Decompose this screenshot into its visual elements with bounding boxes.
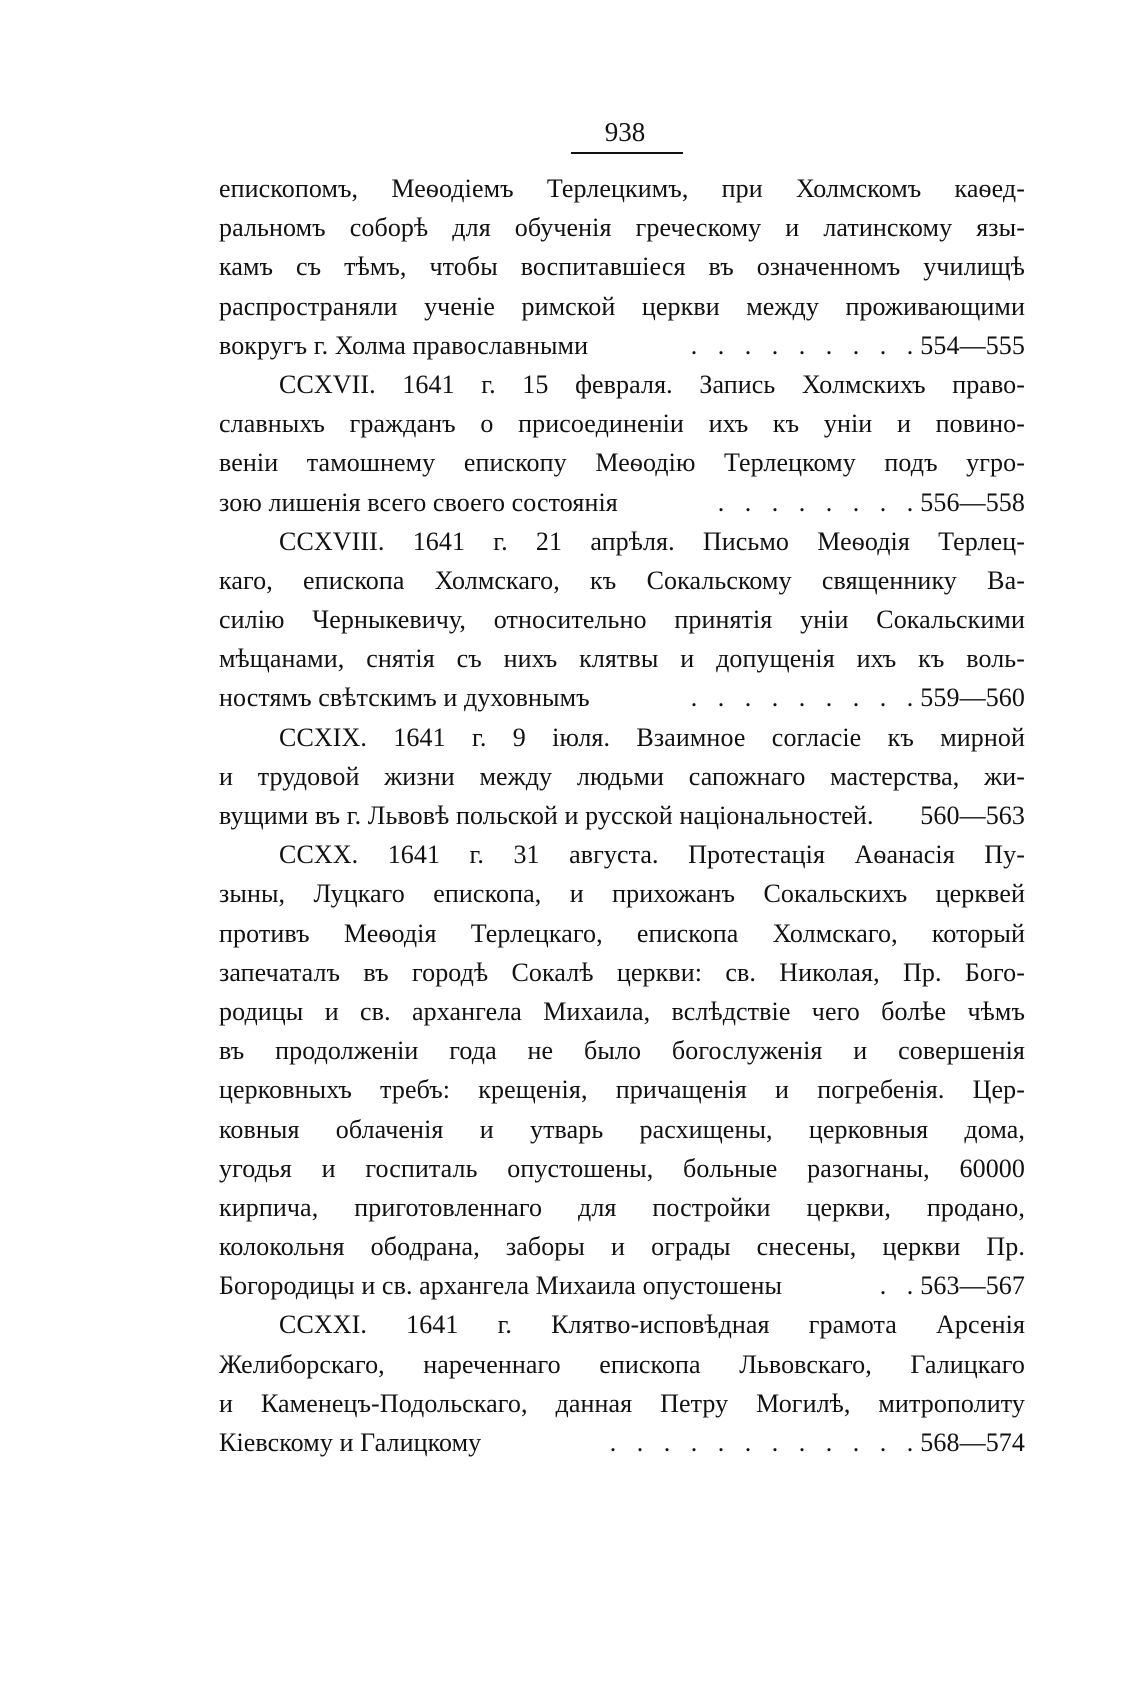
- page-range: 559—560: [920, 683, 1025, 713]
- leader-dots: . . . . . . . . . . . .: [609, 1428, 921, 1457]
- entry-last-line: [219, 1266, 1025, 1305]
- entry-line: и трудовой жизни между людьми сапожнаго мастерства, жи-: [219, 761, 1025, 791]
- entry-line: зыны, Луцкаго епископа, и прихожанъ Сокальскихъ церквей: [219, 879, 1025, 909]
- page-range: 556—558: [920, 487, 1025, 517]
- entry-text: вокругъ г. Холма православными: [219, 330, 589, 360]
- entry-line: ральномъ соборѣ для обученія греческому и латинскому язы-: [219, 213, 1025, 243]
- entry-text: вущими въ г. Львовѣ польской и русской національностей.: [219, 801, 874, 830]
- entry-line: веніи тамошнему епископу Меѳодію Терлецкому подъ угро-: [219, 448, 1025, 478]
- leader-dots: . . . . . . . . .: [690, 683, 921, 713]
- entry-last-line: [219, 1423, 1025, 1462]
- entry-text: Кіевскому и Галицкому: [219, 1428, 482, 1457]
- entry-last-line: [219, 483, 1025, 522]
- leader-dots: . . . . . . . . .: [690, 330, 921, 360]
- entry-line: CCXVII. 1641 г. 15 февраля. Запись Холмскихъ право-: [279, 369, 1025, 399]
- page-number-rule: [571, 152, 683, 154]
- entry-line: славныхъ гражданъ о присоединеніи ихъ къ уніи и повино-: [219, 409, 1025, 439]
- toc-entry-2: [219, 365, 1025, 522]
- entry-line: силію Черныкевичу, относительно принятія уніи Сокальскими: [219, 605, 1025, 635]
- page-range: 560—563: [920, 801, 1025, 830]
- entry-line: противъ Меѳодія Терлецкаго, епископа Холмскаго, который: [219, 918, 1025, 948]
- table-of-contents: [219, 169, 1025, 1462]
- entry-line: и Каменецъ-Подольскаго, данная Петру Могилѣ, митрополиту: [219, 1388, 1025, 1418]
- entry-line: ковныя облаченія и утварь расхищены, церковныя дома,: [219, 1114, 1025, 1144]
- entry-line: Желиборскаго, нареченнаго епископа Львовскаго, Галицкаго: [219, 1349, 1025, 1379]
- leader-dots: . . . . . . . .: [717, 487, 921, 517]
- toc-entry-4: [219, 718, 1025, 836]
- entry-line: мѣщанами, снятія съ нихъ клятвы и допущенія ихъ къ воль-: [219, 644, 1025, 674]
- entry-last-line: [219, 796, 1025, 835]
- entry-line: каго, епископа Холмскаго, къ Сокальскому священнику Ва-: [219, 565, 1025, 595]
- page-range: 554—555: [920, 330, 1025, 360]
- entry-text: зою лишенія всего своего состоянія: [219, 487, 618, 517]
- entry-line: въ продолженіи года не было богослуженія и совершенія: [219, 1036, 1025, 1066]
- entry-last-line: [219, 326, 1025, 365]
- page-range: 568—574: [920, 1428, 1025, 1457]
- entry-line: распространяли ученіе римской церкви между проживающими: [219, 291, 1025, 321]
- entry-line: епископомъ, Меѳодіемъ Терлецкимъ, при Холмскомъ каѳед-: [219, 174, 1025, 203]
- entry-line: угодья и госпиталь опустошены, больные разогнаны, 60000: [219, 1153, 1025, 1183]
- entry-line: CCXVIII. 1641 г. 21 апрѣля. Письмо Меѳодія Терлец-: [279, 526, 1025, 556]
- entry-text: ностямъ свѣтскимъ и духовнымъ: [219, 683, 590, 713]
- entry-last-line: [219, 678, 1025, 717]
- entry-line: CCXIX. 1641 г. 9 іюля. Взаимное согласіе къ мирной: [279, 722, 1025, 752]
- entry-line: кирпича, приготовленнаго для постройки церкви, продано,: [219, 1192, 1025, 1222]
- page-number: 938: [604, 117, 646, 147]
- leader-dots: . .: [879, 1271, 921, 1301]
- page-range: 563—567: [920, 1271, 1025, 1301]
- entry-line: CCXX. 1641 г. 31 августа. Протестація Аѳанасія Пу-: [279, 840, 1025, 870]
- toc-entry-5: [219, 835, 1025, 1305]
- entry-line: камъ съ тѣмъ, чтобы воспитавшіеся въ означенномъ училищѣ: [219, 252, 1025, 282]
- entry-line: родицы и св. архангела Михаила, вслѣдствіе чего болѣе чѣмъ: [219, 996, 1025, 1026]
- toc-entry-1: [219, 169, 1025, 365]
- toc-entry-3: [219, 522, 1025, 718]
- entry-line: запечаталъ въ городѣ Сокалѣ церкви: св. Николая, Пр. Бого-: [219, 957, 1025, 987]
- entry-line: церковныхъ требъ: крещенія, причащенія и погребенія. Цер-: [219, 1075, 1025, 1105]
- entry-line: CCXXI. 1641 г. Клятво-исповѣдная грамота Арсенія: [279, 1310, 1025, 1340]
- entry-text: Богородицы и св. архангела Михаила опустошены: [219, 1271, 783, 1301]
- entry-line: колокольня ободрана, заборы и ограды снесены, церкви Пр.: [219, 1232, 1025, 1262]
- toc-entry-6: [219, 1305, 1025, 1462]
